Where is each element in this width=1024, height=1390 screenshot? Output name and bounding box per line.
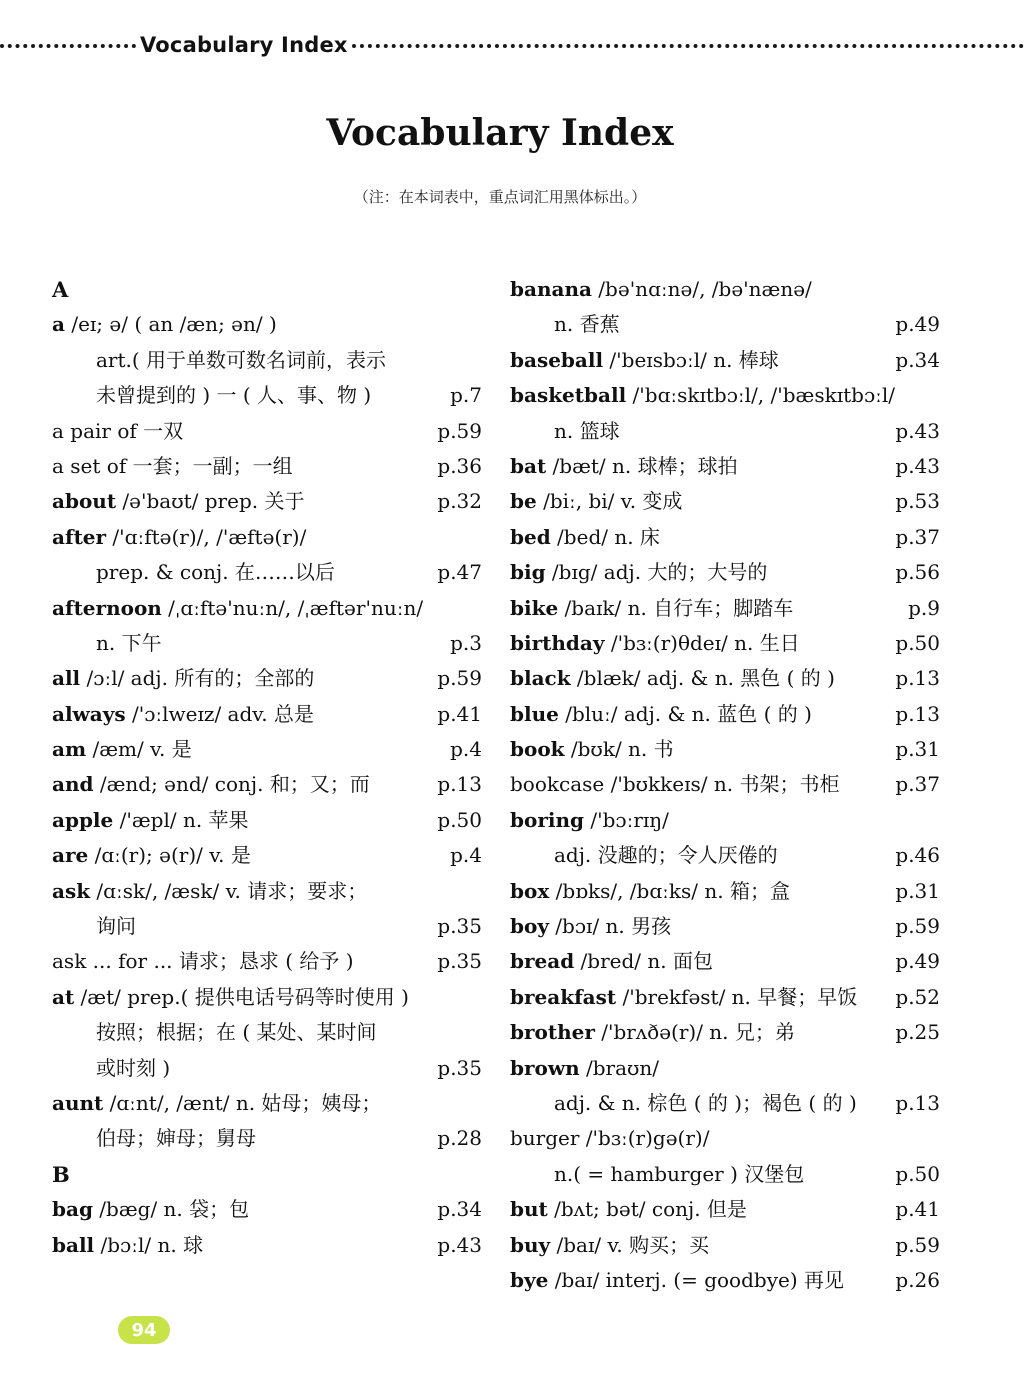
page-ref: p.41 [437,701,482,726]
running-header [0,30,1024,60]
page-ref: p.7 [450,383,482,408]
entry-definition: a pair of 一双 [52,418,184,443]
entry-text [52,1192,437,1227]
vocab-entry [510,1228,940,1263]
headword: always [52,701,126,726]
page-ref: p.47 [437,560,482,585]
vocab-entry [52,732,482,767]
entry-definition: n. 香蕉 [554,312,620,337]
entry-text [52,591,482,626]
entry-definition: /baɪ/ interj. (= goodbye) 再见 [548,1267,844,1292]
vocab-entry [52,520,482,555]
entry-text [510,909,895,944]
entry-text [510,803,940,838]
entry-text [554,414,895,449]
headword: basketball [510,383,627,408]
entry-definition: /bluː/ adj. & n. 蓝色 ( 的 ) [558,701,812,726]
entry-text [554,1086,895,1121]
headword: box [510,878,550,903]
vocab-entry [510,1051,940,1086]
headword: about [52,489,117,514]
entry-continuation [52,909,482,944]
vocab-entry [510,874,940,909]
entry-text [510,591,908,626]
entry-continuation [52,378,482,413]
entry-definition: /æt/ prep.( 提供电话号码等时使用 ) [74,984,409,1009]
entry-definition: /bɔːl/ n. 球 [94,1232,204,1257]
vocab-entry [52,697,482,732]
entry-definition: /bæt/ n. 球棒；球拍 [546,453,738,478]
entry-text [52,874,482,909]
entry-text [52,449,437,484]
entry-text [52,661,437,696]
vocab-entry [510,1192,940,1227]
entry-text [96,1015,482,1050]
entry-text [52,944,437,979]
headword: after [52,524,107,549]
entry-definition: /'bɔːrɪŋ/ [583,807,669,832]
page-ref: p.13 [895,1090,940,1115]
entry-text [52,520,482,555]
entry-definition: n. 下午 [96,630,162,655]
page-ref: p.59 [895,914,940,939]
entry-text [52,414,437,449]
vocab-entry [52,449,482,484]
entry-definition: /ˌɑːftə'nuːn/, /ˌæftər'nuːn/ [161,595,424,620]
headword: all [52,666,81,691]
entry-definition: bookcase /'bʊkkeɪs/ n. 书架；书柜 [510,772,840,797]
vocab-entry [510,449,940,484]
entry-continuation [52,1015,482,1050]
entry-definition: n.( = hamburger ) 汉堡包 [554,1161,805,1186]
vocab-entry [52,874,482,909]
entry-text [510,1121,940,1156]
headword: black [510,666,571,691]
headword: are [52,843,89,868]
entry-definition: /bʌt; bət/ conj. 但是 [547,1197,747,1222]
entry-definition: 或时刻 ) [96,1055,171,1080]
entry-continuation [510,1157,940,1192]
section-letter-text: B [52,1161,70,1187]
entry-definition: /ɑː(r); ə(r)/ v. 是 [88,843,251,868]
headword: big [510,560,546,585]
headword: a [52,312,65,337]
vocab-entry [510,378,940,413]
vocab-entry [52,1086,482,1121]
headword: birthday [510,630,605,655]
entry-continuation [52,1051,482,1086]
entry-definition: adj. & n. 棕色 ( 的 )；褐色 ( 的 ) [554,1090,857,1115]
page-ref: p.56 [895,560,940,585]
entry-definition: a set of 一套；一副；一组 [52,453,293,478]
entry-definition: /ænd; ənd/ conj. 和；又；而 [93,772,370,797]
vocab-entry [510,980,940,1015]
entry-definition: /bæg/ n. 袋；包 [92,1197,250,1222]
page-ref: p.34 [437,1197,482,1222]
page-ref: p.35 [437,1055,482,1080]
entry-continuation [52,343,482,378]
page-ref: p.43 [895,418,940,443]
entry-text [510,697,895,732]
page-ref: p.37 [895,524,940,549]
entry-text [96,1121,437,1156]
headword: baseball [510,347,604,372]
entry-text [96,1051,437,1086]
entry-text [510,1015,895,1050]
page-ref: p.52 [895,984,940,1009]
headword: bike [510,595,559,620]
page-ref: p.13 [895,701,940,726]
entry-definition: 未曾提到的 ) 一 ( 人、事、物 ) [96,383,372,408]
entry-text [510,1228,895,1263]
page-ref: p.13 [895,666,940,691]
page-ref: p.9 [908,595,940,620]
page-ref: p.43 [437,1232,482,1257]
entry-text [510,555,895,590]
entry-definition: /baɪ/ v. 购买；买 [550,1232,710,1257]
headword: afternoon [52,595,162,620]
entry-text [510,767,895,802]
headword: but [510,1197,548,1222]
vocab-entry [52,484,482,519]
entry-definition: /'brʌðə(r)/ n. 兄；弟 [594,1020,795,1045]
entry-text [52,803,437,838]
headword: bread [510,949,575,974]
vocab-entry [510,520,940,555]
entry-text [510,272,940,307]
entry-definition: /bʊk/ n. 书 [564,737,674,762]
page-ref: p.4 [450,737,482,762]
headword: brother [510,1020,595,1045]
page-ref: p.59 [437,666,482,691]
vocab-entry [510,272,940,307]
entry-definition: /biː, bi/ v. 变成 [536,489,683,514]
entry-definition: /baɪk/ n. 自行车；脚踏车 [558,595,794,620]
header-dots-right [352,44,1024,48]
entry-definition: /'brekfəst/ n. 早餐；早饭 [616,984,858,1009]
vocab-entry [52,803,482,838]
entry-definition: /braʊn/ [579,1055,660,1080]
vocab-entry [52,1228,482,1263]
entry-definition: 询问 [96,914,136,939]
page-ref: p.26 [895,1267,940,1292]
vocab-entry [52,980,482,1015]
entry-text [510,1263,895,1298]
page-ref: p.59 [895,1232,940,1257]
entry-definition: prep. & conj. 在……以后 [96,560,335,585]
page-ref: p.35 [437,914,482,939]
header-dots-left [0,44,136,48]
right-column [510,272,940,1298]
entry-definition: /bred/ n. 面包 [574,949,713,974]
headword: brown [510,1055,580,1080]
vocab-entry [510,944,940,979]
entry-definition: /'beɪsbɔːl/ n. 棒球 [603,347,779,372]
entry-continuation [510,307,940,342]
entry-continuation [510,414,940,449]
left-column [52,272,482,1263]
entry-definition: /'bɜː(r)θdeɪ/ n. 生日 [604,630,800,655]
entry-text [52,838,450,873]
page-ref: p.28 [437,1126,482,1151]
page-ref: p.50 [437,807,482,832]
entry-text [96,343,482,378]
vocab-entry [52,944,482,979]
entry-text [510,378,940,413]
entry-definition: ask ... for ... 请求；恳求 ( 给予 ) [52,949,354,974]
entry-definition: /blæk/ adj. & n. 黑色 ( 的 ) [570,666,835,691]
entry-text [510,520,895,555]
vocab-entry [52,307,482,342]
page-ref: p.25 [895,1020,940,1045]
entry-text [96,909,437,944]
vocab-entry [510,909,940,944]
headword: bat [510,453,547,478]
headword: banana [510,277,592,301]
vocab-entry [510,626,940,661]
headword: ask [52,878,91,903]
page-ref: p.53 [895,489,940,514]
vocab-entry [510,767,940,802]
section-letter [52,272,482,307]
vocab-entry [52,591,482,626]
vocab-entry [510,1263,940,1298]
headword: buy [510,1232,551,1257]
entry-text [52,1086,482,1121]
vocab-entry [52,767,482,802]
page-ref: p.46 [895,843,940,868]
entry-text [510,874,895,909]
page-ref: p.59 [437,418,482,443]
entry-definition: /'ɔːlweɪz/ adv. 总是 [125,701,314,726]
vocab-entry [510,803,940,838]
page-ref: p.4 [450,843,482,868]
page-ref: p.34 [895,347,940,372]
page-ref: p.31 [895,737,940,762]
entry-text [510,1192,895,1227]
entry-definition: /bɒks/, /bɑːks/ n. 箱；盒 [549,878,790,903]
entry-definition: /bed/ n. 床 [550,524,660,549]
entry-definition: /bɪg/ adj. 大的；大号的 [545,560,768,585]
entry-continuation [510,838,940,873]
entry-definition: 伯母；婶母；舅母 [96,1126,256,1151]
vocab-entry [510,697,940,732]
vocab-entry [510,484,940,519]
entry-definition: /'æpl/ n. 苹果 [113,807,249,832]
entry-text [510,626,895,661]
headword: at [52,984,75,1009]
page-ref: p.13 [437,772,482,797]
page-ref: p.35 [437,949,482,974]
entry-definition: art.( 用于单数可数名词前，表示 [96,347,387,372]
entry-text [554,1157,895,1192]
entry-continuation [52,555,482,590]
vocab-entry [510,661,940,696]
section-letter [52,1157,482,1192]
entry-definition: n. 篮球 [554,418,620,443]
vocab-entry [510,555,940,590]
headword: and [52,772,94,797]
entry-definition: /ɔːl/ adj. 所有的；全部的 [80,666,315,691]
index-note: （注：在本词表中，重点词汇用黑体标出。） [353,188,647,206]
page-ref: p.49 [895,949,940,974]
section-letter-text: A [52,277,69,302]
page-title: Vocabulary Index [326,112,674,154]
entry-definition: /ɑːsk/, /æsk/ v. 请求；要求； [90,878,368,903]
vocab-entry [510,1121,940,1156]
page-ref: p.49 [895,312,940,337]
headword: breakfast [510,984,617,1009]
entry-text [52,1228,437,1263]
headword: am [52,737,87,762]
vocab-entry [52,661,482,696]
headword: bag [52,1197,93,1222]
entry-text [52,767,437,802]
vocab-entry [52,414,482,449]
headword: bye [510,1267,549,1292]
entry-definition: /ə'baʊt/ prep. 关于 [116,489,305,514]
entry-definition: adj. 没趣的；令人厌倦的 [554,843,778,868]
entry-text [554,307,895,342]
headword: be [510,489,537,514]
entry-text [96,626,450,661]
page-ref: p.50 [895,630,940,655]
vocab-entry [52,1192,482,1227]
entry-text [52,307,482,342]
header-title: Vocabulary Index [140,33,348,57]
entry-text [510,980,895,1015]
entry-text [52,697,437,732]
page-ref: p.37 [895,772,940,797]
headword: blue [510,701,559,726]
vocab-entry [510,732,940,767]
entry-text [96,378,450,413]
vocab-entry [510,343,940,378]
entry-definition: /'bɑːskɪtbɔːl/, /'bæskɪtbɔːl/ [626,383,896,408]
headword: bed [510,524,551,549]
vocab-entry [510,1015,940,1050]
entry-text [52,732,450,767]
headword: boring [510,807,584,832]
entry-text [52,980,482,1015]
entry-text [510,661,895,696]
page-ref: p.50 [895,1161,940,1186]
page-ref: p.31 [895,878,940,903]
entry-text [554,838,895,873]
page-ref: p.43 [895,453,940,478]
entry-definition: /æm/ v. 是 [86,737,192,762]
entry-text [510,1051,940,1086]
page-ref: p.32 [437,489,482,514]
entry-text [510,449,895,484]
entry-text [510,944,895,979]
headword: ball [52,1232,95,1257]
entry-text [96,555,437,590]
entry-definition: /ɑːnt/, /ænt/ n. 姑母；姨母； [103,1090,382,1115]
entry-continuation [510,1086,940,1121]
page-ref: p.3 [450,630,482,655]
page-ref: p.41 [895,1197,940,1222]
entry-continuation [52,626,482,661]
entry-definition: /bə'nɑːnə/, /bə'nænə/ [591,277,812,301]
entry-definition: 按照；根据；在 ( 某处、某时间 [96,1020,377,1045]
headword: apple [52,807,114,832]
entry-continuation [52,1121,482,1156]
entry-text [510,484,895,519]
entry-definition: /'ɑːftə(r)/, /'æftə(r)/ [106,524,307,549]
vocab-entry [510,591,940,626]
entry-definition: /bɔɪ/ n. 男孩 [548,914,672,939]
entry-text [510,732,895,767]
vocab-entry [52,838,482,873]
headword: boy [510,914,549,939]
entry-text [510,343,895,378]
page-number-badge: 94 [118,1316,170,1344]
entry-text [52,484,437,519]
headword: aunt [52,1090,104,1115]
entry-definition: /eɪ; ə/ ( an /æn; ən/ ) [64,312,277,337]
page-ref: p.36 [437,453,482,478]
headword: book [510,737,565,762]
entry-definition: burger /'bɜː(r)gə(r)/ [510,1126,710,1151]
